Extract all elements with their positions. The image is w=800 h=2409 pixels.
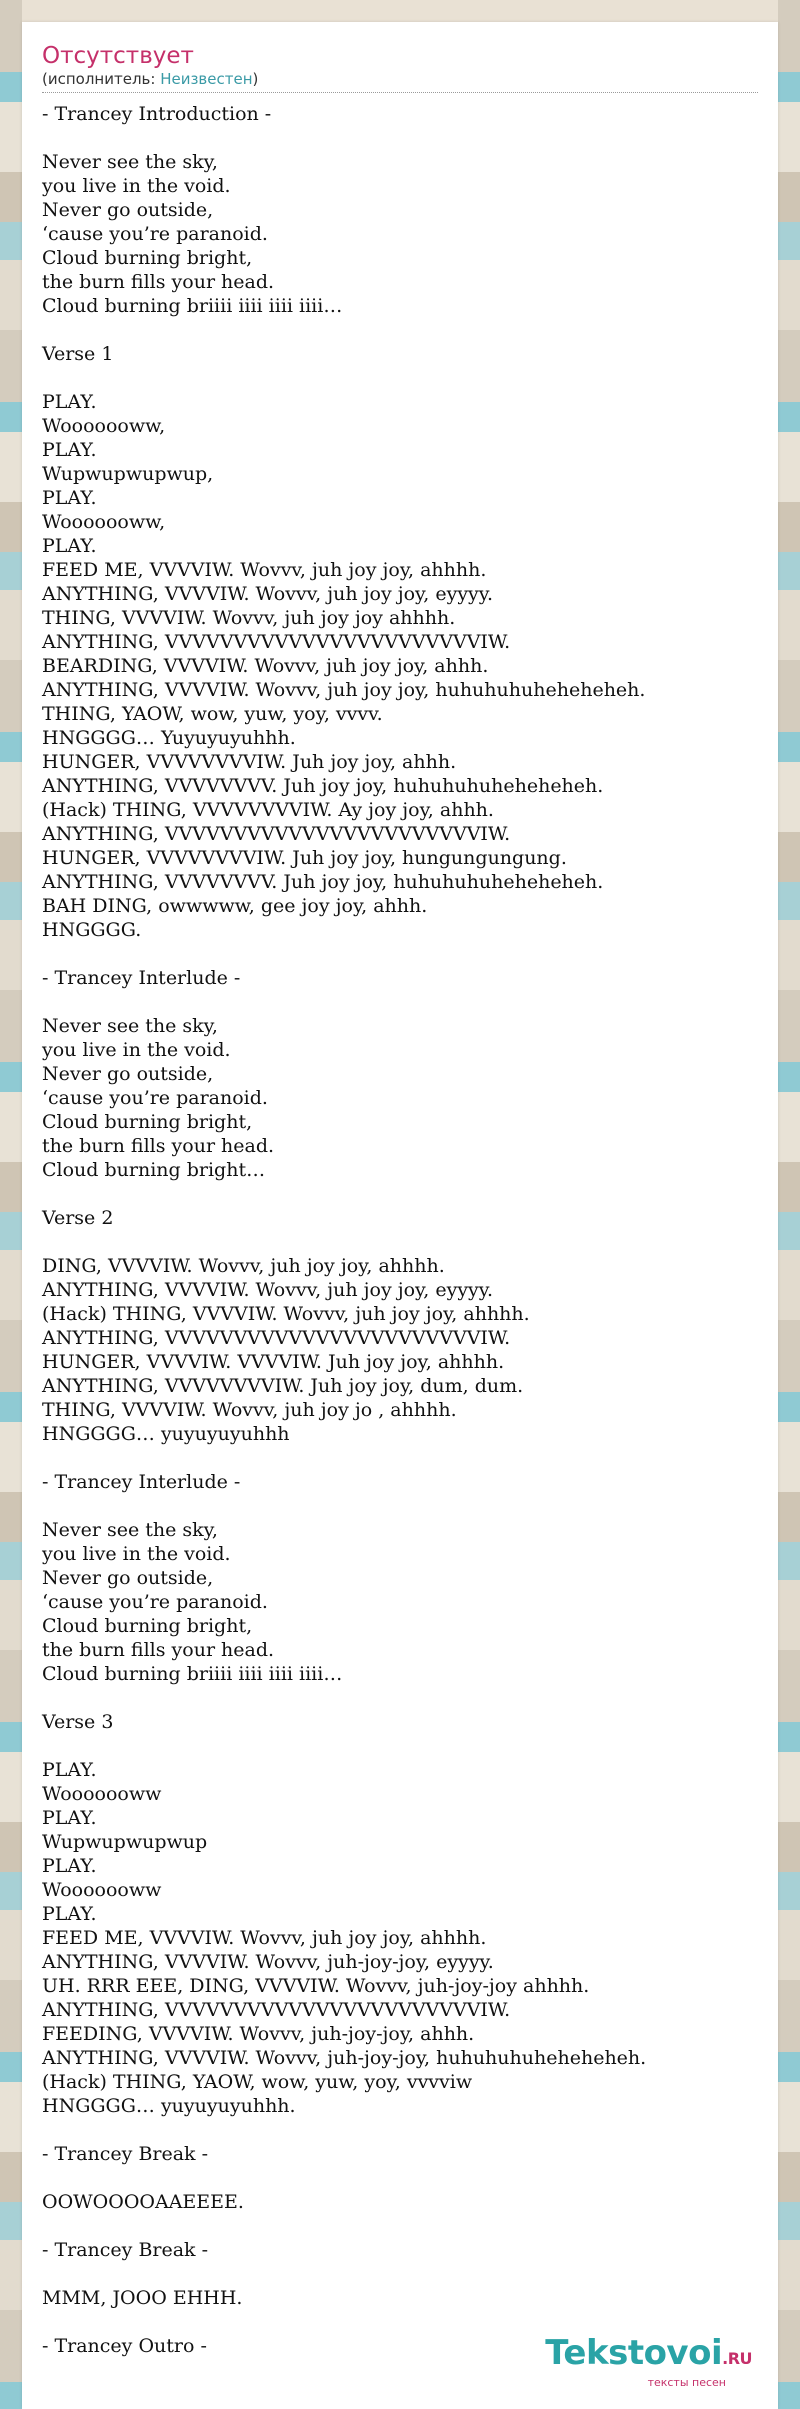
logo-suffix: .RU: [722, 2349, 752, 2368]
song-header: [42, 42, 758, 93]
lyrics-text: - Trancey Introduction - Never see the sky, you live in the void. Never go outside, ‘cause you’re paranoid. Cloud burning bright, the burn fills your head. Cloud burning briiii iiii iiii iiii… Verse 1 PLAY. Wooooooww, PLAY. Wupwupwupwup, PLAY. Wooooooww, PLAY. FEED ME, VVVVIW. Wovvv, juh joy joy, ahhhh. ANYTHING, VVVVIW. Wovvv, juh joy joy, eyyyy. THING, VVVVIW. Wovvv, juh joy joy ahhhh. ANYTHING, VVVVVVVVVVVVVVVVVVVVVVVIW. BEARDING, VVVVIW. Wovvv, juh joy joy, ahhh. ANYTHING, VVVVIW. Wovvv, juh joy joy, huhuhuhuheheheheh. THING, YAOW, wow, yuw, yoy, vvvv. HNGGGG… Yuyuyuyuhhh. HUNGER, VVVVVVVVIW. Juh joy joy, ahhh. ANYTHING, VVVVVVVV. Juh joy joy, huhuhuhuheheheheh. (Hack) THING, VVVVVVVVIW. Ay joy joy, ahhh. ANYTHING, VVVVVVVVVVVVVVVVVVVVVVVIW. HUNGER, VVVVVVVVIW. Juh joy joy, hungungungung. ANYTHING, VVVVVVVV. Juh joy joy, huhuhuhuheheheheh. BAH DING, owwwww, gee joy joy, ahhh. HNGGGG. - Trancey Interlude - Never see the sky, you live in the void. Never go outside, ‘cause you’re paranoid. Cloud burning bright, the burn fills your head. Cloud burning bright… Verse 2 DING, VVVVIW. Wovvv, juh joy joy, ahhhh. ANYTHING, VVVVIW. Wovvv, juh joy joy, eyyyy. (Hack) THING, VVVVIW. Wovvv, juh joy joy, ahhhh. ANYTHING, VVVVVVVVVVVVVVVVVVVVVVVIW. HUNGER, VVVVIW. VVVVIW. Juh joy joy, ahhhh. ANYTHING, VVVVVVVVIW. Juh joy joy, dum, dum. THING, VVVVIW. Wovvv, juh joy jo , ahhhh. HNGGGG… yuyuyuyuhhh - Trancey Interlude - Never see the sky, you live in the void. Never go outside, ‘cause you’re paranoid. Cloud burning bright, the burn fills your head. Cloud burning briiii iiii iiii iiii… Verse 3 PLAY. Wooooooww PLAY. Wupwupwupwup PLAY. Wooooooww PLAY. FEED ME, VVVVIW. Wovvv, juh joy joy, ahhhh. ANYTHING, VVVVIW. Wovvv, juh-joy-joy, eyyyy. UH. RRR EEE, DING, VVVVIW. Wovvv, juh-joy-joy ahhhh. ANYTHING, VVVVVVVVVVVVVVVVVVVVVVVIW. FEEDING, VVVVIW. Wovvv, juh-joy-joy, ahhh. ANYTHING, VVVVIW. Wovvv, juh-joy-joy, huhuhuhuheheheheh. (Hack) THING, YAOW, wow, yuw, yoy, vvvviw HNGGGG… yuyuyuyuhhh. - Trancey Break - OOWOOOOAAEEEE. - Trancey Break - MMM, JOOO EHHH. - Trancey Outro -: [42, 103, 647, 2357]
artist-suffix: ): [252, 70, 259, 88]
song-title: Отсутствует: [42, 43, 194, 69]
artist-prefix: (исполнитель:: [42, 70, 161, 88]
decorative-stripes-right: [778, 0, 800, 2409]
logo-name: Tekstovoi: [545, 2333, 723, 2373]
logo-tagline: тексты песен: [647, 2376, 726, 2389]
lyrics-page: [22, 22, 778, 2409]
artist-line: [42, 70, 758, 88]
artist-link[interactable]: Неизвестен: [160, 70, 253, 88]
decorative-stripes-left: [0, 0, 22, 2409]
site-logo[interactable]: [545, 2335, 752, 2389]
logo-wordmark: [545, 2335, 752, 2377]
